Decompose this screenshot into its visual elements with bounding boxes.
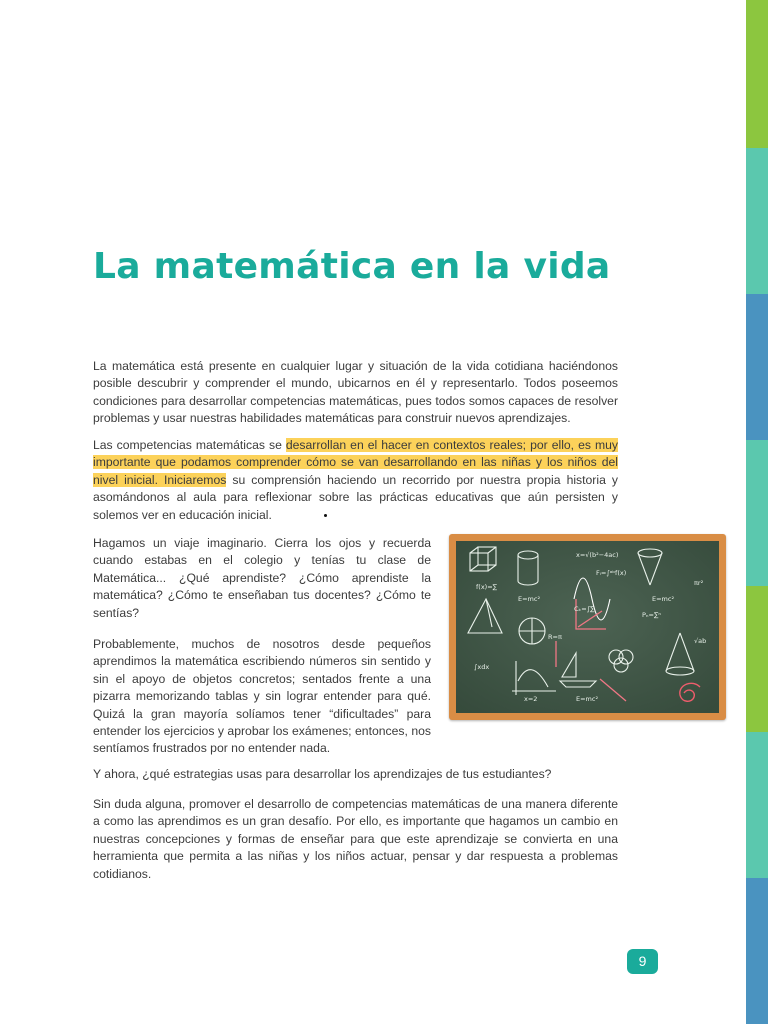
stripe-segment-green bbox=[746, 0, 768, 148]
paragraph-desafio: Sin duda alguna, promover el desarrollo de competencias matemáticas de una manera diferente a como las aprendimos es un gran desafío. Por ello, es importante que hagamos un cambio en nuestras concepciones y formas de enseñar para que este aprendizaje se convierta en una herramienta que permita a las niñas y los niños actuar, pensar y dar respuesta a problemas cotidianos. bbox=[93, 797, 618, 881]
paragraph-probablemente: Probablemente, muchos de nosotros desde pequeños aprendimos la matemática escribiendo números sin sentido y sin el apoyo de objetos concretos; sentados frente a una pizarra memorizando tablas y sin lograr entender para qué. Quizá la gran mayoría solíamos tener “dificultades” para entender los ejercicios y aprobar los exámenes; entonces, nos sentíamos frustrados por no entender nada. bbox=[93, 637, 431, 756]
svg-text:Pₙ=∑ⁿ: Pₙ=∑ⁿ bbox=[642, 611, 661, 619]
paragraph-intro: La matemática está presente en cualquier lugar y situación de la vida cotidiana haciéndonos posible descubrir y comprender el mundo, ubicarnos en él y representarlo. Todos poseemos condiciones para desarrollar competencias matemáticas, pues todos somos capaces de resolver problemas y usar nuestras habilidades matemáticas para construir nuevos aprendizajes. bbox=[93, 359, 618, 426]
svg-text:E=mc²: E=mc² bbox=[518, 595, 541, 603]
paragraph-viaje: Hagamos un viaje imaginario. Cierra los ojos y recuerda cuando estabas en el colegio y tenías tu clase de Matemática... ¿Qué aprendiste? ¿Cómo aprendiste la matemática? ¿Cómo te enseñaban tus docentes? ¿Cómo te sentías? bbox=[93, 536, 431, 620]
page-title: La matemática en la vida bbox=[93, 246, 611, 287]
svg-text:E=mc²: E=mc² bbox=[652, 595, 675, 603]
svg-text:√ab: √ab bbox=[694, 637, 707, 645]
chalkboard-illustration bbox=[449, 534, 726, 720]
svg-text:R=π: R=π bbox=[548, 633, 562, 641]
svg-text:∫xdx: ∫xdx bbox=[474, 663, 490, 671]
stray-dot bbox=[324, 514, 327, 517]
paragraph-text: Las competencias matemáticas se bbox=[93, 438, 286, 452]
stripe-segment-blue bbox=[746, 878, 768, 1024]
stripe-segment-teal bbox=[746, 440, 768, 586]
chalkboard-drawing bbox=[456, 541, 719, 713]
paragraph-text: su comprensión haciendo un recorrido por nuestra propia historia y asomándonos al aula para reflexionar sobre las prácticas educativas que aún persisten y solemos ver en educación inicial. bbox=[93, 472, 618, 522]
paragraph-pregunta: Y ahora, ¿qué estrategias usas para desarrollar los aprendizajes de tus estudiantes? bbox=[93, 767, 552, 781]
svg-text:E=mc²: E=mc² bbox=[576, 695, 599, 703]
side-color-stripe bbox=[746, 0, 768, 1024]
svg-text:f(x)=∑: f(x)=∑ bbox=[476, 583, 498, 591]
highlighted-text: desarrollan en el hacer en contextos reales; por ello, es muy importante que podamos comprender cómo se van desarrollando en las niñas y los niños del nivel inicial. Iniciaremos bbox=[93, 438, 618, 487]
svg-text:x=2: x=2 bbox=[524, 695, 538, 703]
stripe-segment-green bbox=[746, 586, 768, 732]
stripe-segment-teal bbox=[746, 732, 768, 878]
svg-text:πr²: πr² bbox=[694, 579, 704, 587]
stripe-segment-blue bbox=[746, 294, 768, 440]
svg-text:x=√(b²−4ac): x=√(b²−4ac) bbox=[576, 551, 619, 559]
paragraph-competencias bbox=[93, 437, 618, 524]
svg-text:Cₖ=∫∑: Cₖ=∫∑ bbox=[574, 605, 595, 613]
stripe-segment-teal bbox=[746, 148, 768, 294]
svg-text:Fᵢ=∫ᵃᵇf(x): Fᵢ=∫ᵃᵇf(x) bbox=[596, 569, 627, 577]
page-number: 9 bbox=[627, 949, 658, 974]
